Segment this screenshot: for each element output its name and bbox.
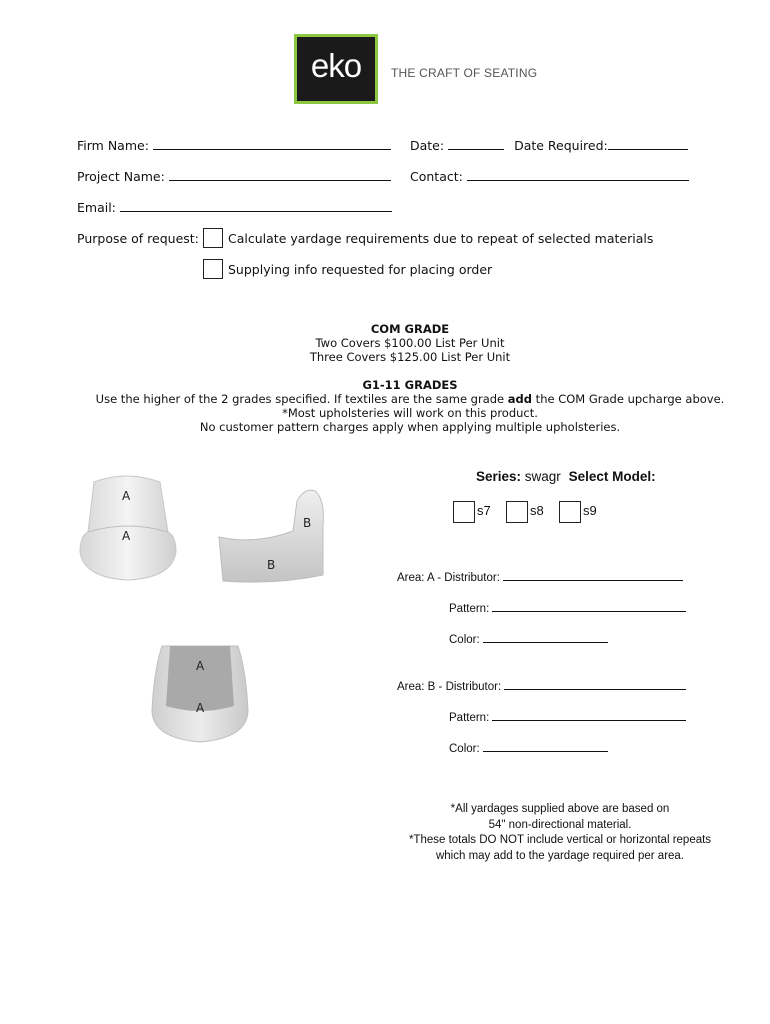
chair2-label-top: B — [303, 516, 312, 530]
chair3-label-bottom: A — [196, 701, 205, 715]
area-a-pattern-label: Pattern: — [449, 603, 490, 615]
logo-text: eko — [310, 47, 362, 84]
purpose-label: Purpose of request: — [77, 231, 199, 246]
purpose-option-2: Supplying info requested for placing order — [228, 262, 493, 277]
com-grade-line2: Three Covers $125.00 List Per Unit — [309, 350, 511, 364]
date-field[interactable] — [448, 138, 504, 150]
area-a-pattern-field[interactable] — [492, 600, 686, 612]
chair1-label-bottom: A — [122, 529, 131, 543]
chair3-label-top: A — [196, 659, 205, 673]
area-a-distributor-field[interactable] — [503, 569, 683, 581]
model-s9-label: s9 — [583, 503, 597, 518]
grades-line3: No customer pattern charges apply when applying multiple upholsteries. — [199, 420, 621, 434]
firm-name-field[interactable] — [153, 138, 391, 150]
date-required-label: Date Required: — [514, 138, 608, 153]
area-a-color-field[interactable] — [483, 631, 608, 643]
firm-name-label: Firm Name: — [77, 138, 149, 153]
area-a-color-label: Color: — [449, 634, 480, 646]
project-name-field[interactable] — [169, 169, 391, 181]
contact-field[interactable] — [467, 169, 689, 181]
chair1-label-top: A — [122, 489, 131, 503]
grades-line2: *Most upholsteries will work on this product. — [282, 406, 538, 420]
email-row — [77, 200, 392, 215]
area-a-color-row — [449, 631, 608, 646]
area-a-pattern-row — [449, 600, 686, 615]
grades-block — [0, 378, 770, 434]
model-s7-checkbox[interactable] — [453, 501, 475, 523]
area-b-pattern-field[interactable] — [492, 709, 686, 721]
area-b-color-row — [449, 740, 608, 755]
purpose-option-1: Calculate yardage requirements due to repeat of selected materials — [228, 231, 654, 246]
chair-front-image — [76, 470, 181, 585]
area-a-distributor-row — [397, 569, 683, 584]
email-label: Email: — [77, 200, 116, 215]
area-b-color-label: Color: — [449, 743, 480, 755]
eko-logo — [294, 34, 378, 104]
date-required-field[interactable] — [608, 138, 688, 150]
purpose-checkbox-1[interactable] — [203, 228, 223, 248]
date-label: Date: — [410, 138, 445, 153]
model-s8-label: s8 — [530, 503, 544, 518]
area-b-distributor-field[interactable] — [504, 678, 686, 690]
select-model-label: Select Model: — [568, 469, 656, 484]
com-grade-title: COM GRADE — [370, 322, 450, 336]
date-row — [410, 138, 688, 153]
note-line2: 54" non-directional material. — [488, 818, 632, 831]
com-grade-line1: Two Covers $100.00 List Per Unit — [315, 336, 505, 350]
chair-back-image — [148, 640, 253, 745]
grades-line1-bold: add — [507, 392, 533, 406]
firm-name-row — [77, 138, 391, 153]
series-value: swagr — [524, 469, 561, 484]
grades-line1-post: the COM Grade upcharge above. — [532, 392, 725, 406]
chair-side-image — [215, 485, 330, 585]
note-line3: *These totals DO NOT include vertical or horizontal repeats — [408, 834, 712, 846]
area-b-distributor-label: Area: B - Distributor: — [397, 681, 502, 693]
grades-title: G1-11 GRADES — [362, 378, 458, 392]
tagline: THE CRAFT OF SEATING — [391, 66, 538, 80]
note-line1: *All yardages supplied above are based on — [450, 803, 670, 815]
area-b-distributor-row — [397, 678, 686, 693]
area-a-distributor-label: Area: A - Distributor: — [397, 572, 500, 584]
project-name-label: Project Name: — [77, 169, 165, 184]
yardage-notes — [390, 802, 730, 864]
model-s8-checkbox[interactable] — [506, 501, 528, 523]
area-b-pattern-label: Pattern: — [449, 712, 490, 724]
chair2-label-bottom: B — [267, 558, 276, 572]
grades-line1-pre: Use the higher of the 2 grades specified. If textiles are the same grade — [95, 392, 508, 406]
purpose-checkbox-2[interactable] — [203, 259, 223, 279]
contact-label: Contact: — [410, 169, 463, 184]
contact-row — [410, 169, 689, 184]
area-b-pattern-row — [449, 709, 686, 724]
series-row — [476, 469, 656, 484]
email-field[interactable] — [120, 200, 392, 212]
area-b-color-field[interactable] — [483, 740, 608, 752]
model-s7-label: s7 — [477, 503, 491, 518]
grades-line1 — [0, 392, 770, 406]
model-s9-checkbox[interactable] — [559, 501, 581, 523]
series-label: Series: — [476, 469, 522, 484]
note-line4: which may add to the yardage required per area. — [435, 849, 685, 862]
project-name-row — [77, 169, 391, 184]
com-grade-block — [0, 322, 770, 364]
